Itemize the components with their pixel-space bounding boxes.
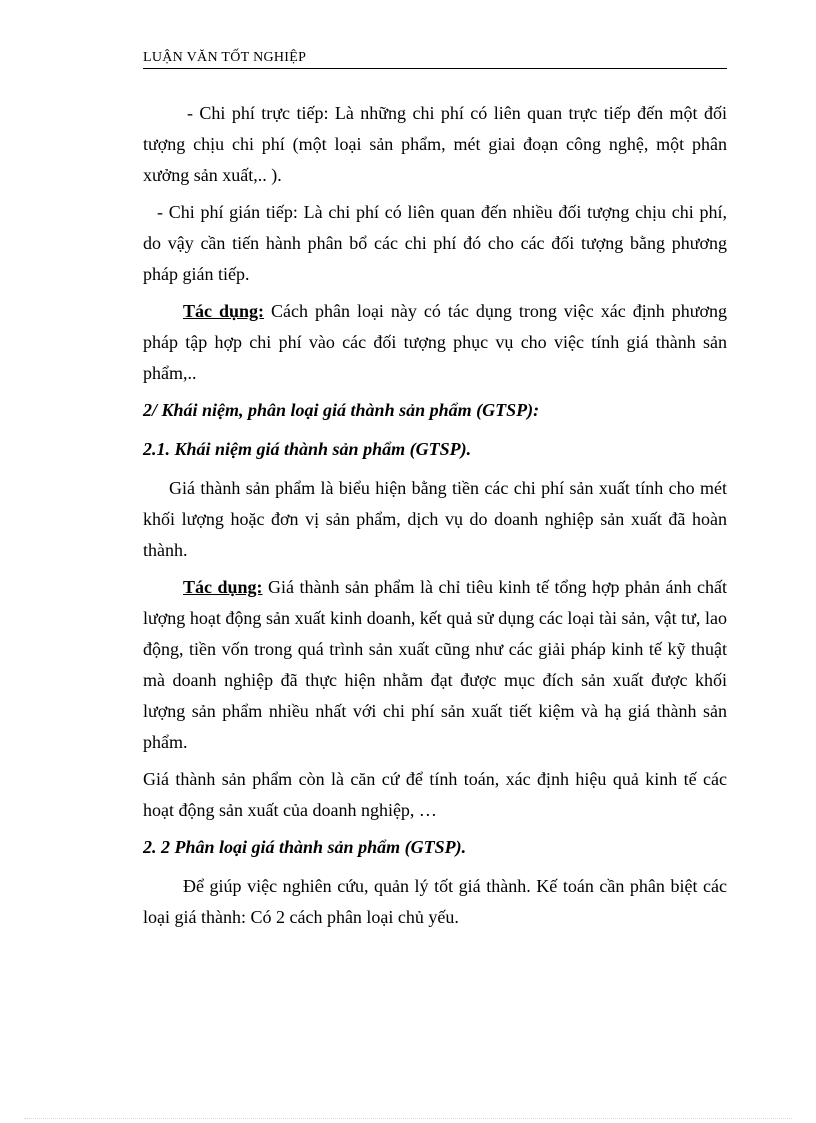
paragraph-classification: Để giúp việc nghiên cứu, quản lý tốt giá thành. Kế toán cần phân biệt các loại giá thành: Có 2 cách phân loại chủ yếu.	[143, 876, 727, 927]
paragraph-effect-1	[143, 296, 727, 389]
section-heading-2-2: 2. 2 Phân loại giá thành sản phẩm (GTSP).	[143, 837, 467, 857]
section-heading-2: 2/ Khái niệm, phân loại giá thành sản phẩm (GTSP):	[143, 400, 540, 420]
page-bottom-border	[24, 1118, 792, 1119]
page-header: LUẬN VĂN TỐT NGHIỆP	[143, 50, 727, 69]
effect-text-1: Cách phân loại này có tác dụng trong việc xác định phương pháp tập hợp chi phí vào các đối tượng phục vụ cho việc tính giá thành sản phẩm,..	[143, 301, 727, 383]
section-heading-2-1: 2.1. Khái niệm giá thành sản phẩm (GTSP).	[143, 439, 472, 459]
effect-text-2: Giá thành sản phẩm là chỉ tiêu kinh tế tổng hợp phản ánh chất lượng hoạt động sản xuất kinh doanh, kết quả sử dụng các loại tài sản, vật tư, lao động, tiền vốn trong quá trình sản xuất cũng như các giải pháp kinh tế kỹ thuật mà doanh nghiệp đã thực hiện nhằm đạt được mục đích sản xuất được khối lượng sản phẩm nhiều nhất với chi phí sản xuất tiết kiệm và hạ giá thành sản phẩm.	[143, 577, 727, 752]
paragraph-indirect-cost: - Chi phí gián tiếp: Là chi phí có liên quan đến nhiều đối tượng chịu chi phí, do vậy cần tiến hành phân bổ các chi phí đó cho các đối tượng bằng phương pháp gián tiếp.	[143, 202, 727, 284]
page-body	[143, 98, 727, 933]
paragraph-direct-cost: - Chi phí trực tiếp: Là những chi phí có liên quan trực tiếp đến một đối tượng chịu chi phí (một loại sản phẩm, mét giai đoạn công nghệ, một phân xưởng sản xuất,.. ).	[143, 103, 727, 185]
effect-label-1: Tác dụng:	[183, 301, 265, 321]
effect-label-2: Tác dụng:	[183, 577, 263, 597]
paragraph-basis: Giá thành sản phẩm còn là căn cứ để tính toán, xác định hiệu quả kinh tế các hoạt động sản xuất của doanh nghiệp, …	[143, 769, 727, 820]
paragraph-definition: Giá thành sản phẩm là biểu hiện bằng tiền các chi phí sản xuất tính cho mét khối lượng hoặc đơn vị sản phẩm, dịch vụ do doanh nghiệp sản xuất đã hoàn thành.	[143, 478, 727, 560]
paragraph-effect-2	[143, 572, 727, 758]
